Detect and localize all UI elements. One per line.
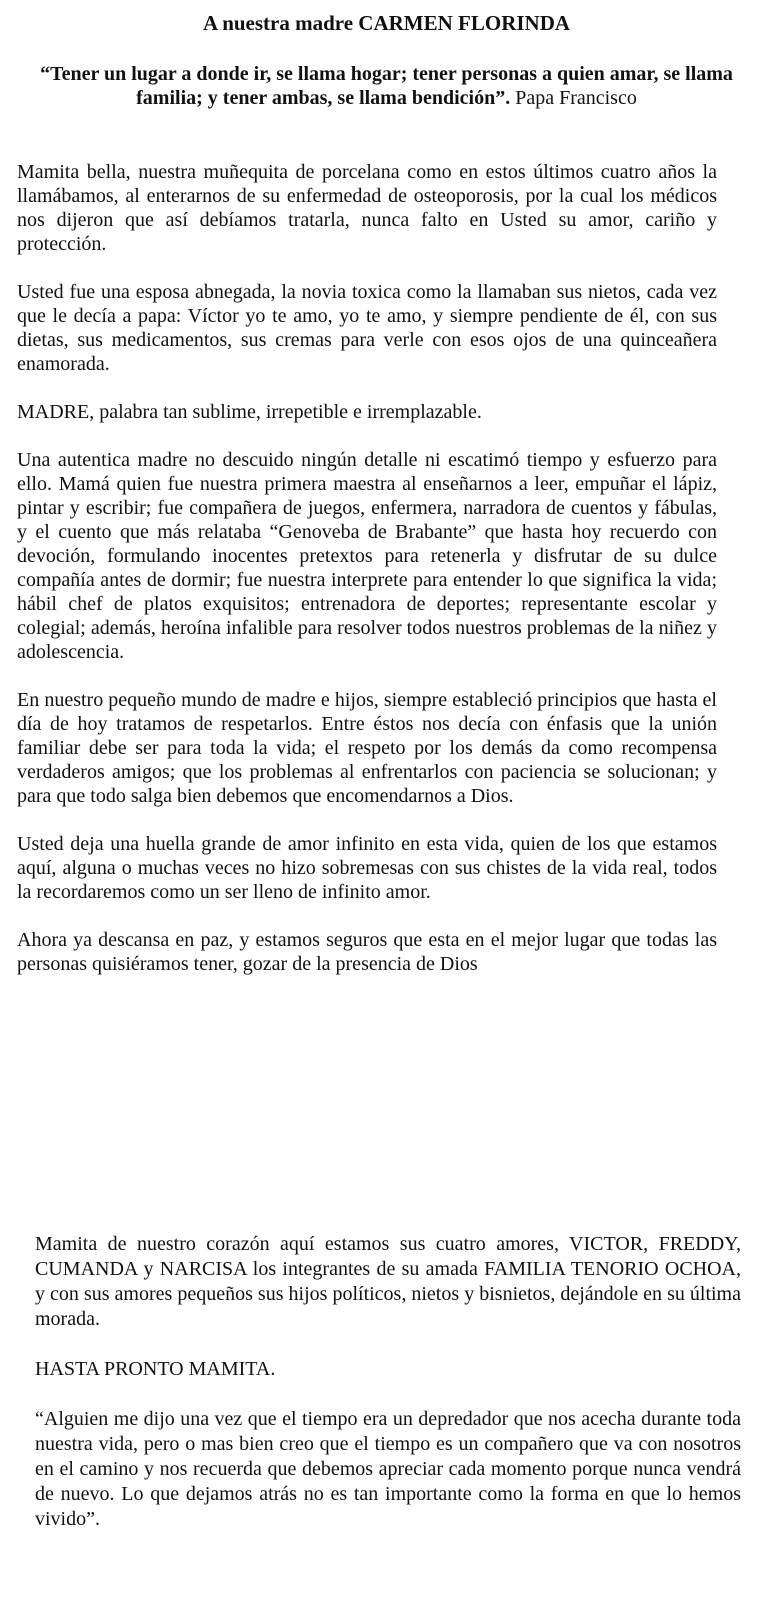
closing-quote: “Alguien me dijo una vez que el tiempo era un depredador que nos acecha durante toda nuestra vida, pero o mas bien creo que el tiempo es un compañero que va con nosotros en el camino y nos recuerda que debemos apreciar cada momento porque nunca vendrá de nuevo. Lo que dejamos atrás no es tan importante como la forma en que lo hemos vivido”.	[35, 1408, 741, 1530]
paragraph: Mamita bella, nuestra muñequita de porcelana como en estos últimos cuatro años la llamábamos, al enterarnos de su enfermedad de osteoporosis, por la cual los médicos nos dijeron que así debíamos tratarla, nunca falto en Usted su amor, cariño y protección.	[17, 161, 717, 255]
paragraph-truncated: Ahora ya descansa en paz, y estamos seguros que esta en el mejor lugar que todas las personas quisiéramos tener, gozar de la presencia de Dios	[17, 929, 717, 975]
closing-text	[35, 1232, 741, 1557]
paragraph: Usted fue una esposa abnegada, la novia toxica como la llamaban sus nietos, cada vez que le decía a papa: Víctor yo te amo, yo te amo, y siempre pendiente de él, con sus dietas, sus medicamentos, sus cremas para verle con esos ojos de una quinceañera enamorada.	[17, 281, 717, 375]
paragraph: Una autentica madre no descuido ningún detalle ni escatimó tiempo y esfuerzo para ello. Mamá quien fue nuestra primera maestra al enseñarnos a leer, empuñar el lápiz, pintar y escribir; fue compañera de juegos, enfermera, narradora de cuentos y fábulas, y el cuento que más relataba “Genoveba de Brabante” que hasta hoy recuerdo con devoción, formulando inocentes pretextos para retenerla y disfrutar de su dulce compañía antes de dormir; fue nuestra interprete para entender lo que significa la vida; hábil chef de platos exquisitos; entrenadora de deportes; representante escolar y colegial; además, heroína infalible para resolver todos nuestros problemas de la niñez y adolescencia.	[17, 449, 717, 663]
epigraph-quote	[40, 62, 733, 110]
document-title: A nuestra madre CARMEN FLORINDA	[202, 11, 571, 35]
farewell-line: HASTA PRONTO MAMITA.	[35, 1358, 276, 1380]
main-text	[17, 160, 717, 975]
quote-author: Papa Francisco	[515, 87, 637, 109]
closing-paragraph: Mamita de nuestro corazón aquí estamos sus cuatro amores, VICTOR, FREDDY, CUMANDA y NARCISA los integrantes de su amada FAMILIA TENORIO OCHOA, y con sus amores pequeños sus hijos políticos, nietos y bisnietos, dejándole en su última morada.	[35, 1233, 741, 1330]
paragraph: MADRE, palabra tan sublime, irrepetible e irremplazable.	[17, 401, 482, 423]
quote-text: “Tener un lugar a donde ir, se llama hogar; tener personas a quien amar, se llama familia; y tener ambas, se llama bendición”.	[40, 63, 733, 109]
paragraph: Usted deja una huella grande de amor infinito en esta vida, quien de los que estamos aquí, alguna o muchas veces no hizo sobremesas con sus chistes de la vida real, todos la recordaremos como un ser lleno de infinito amor.	[17, 833, 717, 903]
paragraph: En nuestro pequeño mundo de madre e hijos, siempre estableció principios que hasta el día de hoy tratamos de respetarlos. Entre éstos nos decía con énfasis que la unión familiar debe ser para toda la vida; el respeto por los demás da como recompensa verdaderos amigos; que los problemas al enfrentarlos con paciencia se solucionan; y para que todo salga bien debemos que encomendarnos a Dios.	[17, 689, 717, 807]
